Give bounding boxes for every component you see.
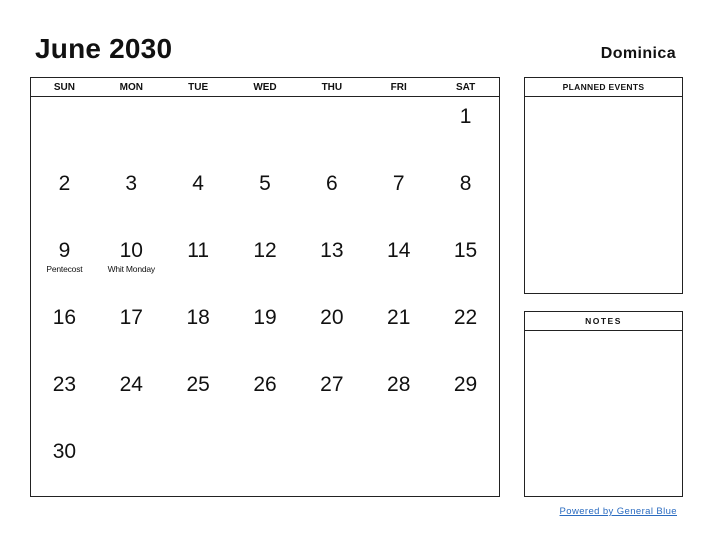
day-cell: [365, 298, 432, 365]
day-cell: [365, 231, 432, 298]
day-cell: [298, 97, 365, 164]
day-number: 5: [259, 172, 271, 195]
day-number: 10: [119, 239, 143, 262]
day-cell: [165, 164, 232, 231]
day-cell: [165, 298, 232, 365]
day-number: 1: [459, 105, 472, 128]
day-cell: [31, 97, 98, 164]
day-cell: [98, 298, 165, 365]
day-cell: [98, 432, 165, 499]
day-cell: [98, 97, 165, 164]
day-cell: [232, 298, 299, 365]
day-cell: [232, 164, 299, 231]
day-number: 26: [253, 373, 277, 396]
day-number: 20: [320, 306, 344, 329]
day-cell: [432, 97, 499, 164]
month-calendar: [30, 77, 500, 497]
day-cell: [298, 164, 365, 231]
day-number: 29: [453, 373, 478, 396]
day-cell: [365, 97, 432, 164]
day-cell: [165, 432, 232, 499]
powered-by-link[interactable]: Powered by General Blue: [559, 506, 677, 517]
weekday-tue: TUE: [188, 82, 209, 93]
day-number: 3: [125, 172, 138, 195]
day-cell: [365, 365, 432, 432]
weekday-sat: SAT: [455, 82, 476, 93]
day-number: 16: [52, 306, 77, 329]
weekday-mon: MON: [119, 82, 143, 93]
day-cell: [232, 365, 299, 432]
page-title: June 2030: [35, 33, 173, 64]
day-cell: [365, 432, 432, 499]
day-cell: [31, 298, 98, 365]
day-cell: [432, 432, 499, 499]
holiday-label: Pentecost: [46, 264, 83, 274]
day-cell: [232, 231, 299, 298]
weekday-fri: FRI: [390, 82, 407, 93]
day-number: 6: [326, 172, 338, 195]
day-cell: [432, 231, 499, 298]
day-number: 4: [192, 172, 204, 195]
holiday-label: Whit Monday: [107, 264, 155, 274]
day-cell: [432, 298, 499, 365]
day-cell: [298, 298, 365, 365]
notes-title: NOTES: [525, 312, 682, 331]
weekday-wed: WED: [253, 82, 277, 93]
day-number: 30: [52, 440, 77, 463]
day-cell: [232, 432, 299, 499]
day-cell: [365, 164, 432, 231]
day-cell: [232, 97, 299, 164]
day-cell: [31, 231, 98, 298]
planned-events-panel: [524, 77, 683, 294]
day-number: 17: [119, 306, 143, 329]
day-number: 9: [58, 239, 71, 262]
weekday-header: [31, 78, 499, 97]
country-label: Dominica: [600, 45, 676, 62]
weekday-thu: THU: [321, 82, 343, 93]
day-number: 14: [387, 239, 411, 262]
day-number: 25: [186, 373, 210, 396]
day-cell: [98, 365, 165, 432]
day-number: 15: [453, 239, 478, 262]
day-grid: [31, 97, 499, 499]
day-number: 18: [186, 306, 210, 329]
day-number: 21: [387, 306, 411, 329]
day-number: 8: [459, 172, 472, 195]
day-number: 28: [387, 373, 411, 396]
day-number: 12: [253, 239, 277, 262]
day-cell: [298, 231, 365, 298]
planned-events-title: PLANNED EVENTS: [525, 78, 682, 97]
day-cell: [432, 164, 499, 231]
day-number: 23: [52, 373, 77, 396]
day-cell: [298, 365, 365, 432]
weekday-sun: SUN: [53, 82, 75, 93]
day-number: 11: [187, 239, 210, 262]
day-number: 19: [253, 306, 277, 329]
day-cell: [98, 231, 165, 298]
day-cell: [165, 97, 232, 164]
day-cell: [98, 164, 165, 231]
day-number: 2: [58, 172, 71, 195]
day-number: 27: [320, 373, 344, 396]
day-number: 7: [392, 172, 405, 195]
day-cell: [31, 365, 98, 432]
day-cell: [432, 365, 499, 432]
day-number: 22: [453, 306, 478, 329]
day-cell: [298, 432, 365, 499]
day-cell: [165, 365, 232, 432]
day-cell: [31, 164, 98, 231]
day-cell: [165, 231, 232, 298]
day-cell: [31, 432, 98, 499]
day-number: 24: [119, 373, 143, 396]
notes-panel: [524, 311, 683, 497]
day-number: 13: [320, 239, 344, 262]
